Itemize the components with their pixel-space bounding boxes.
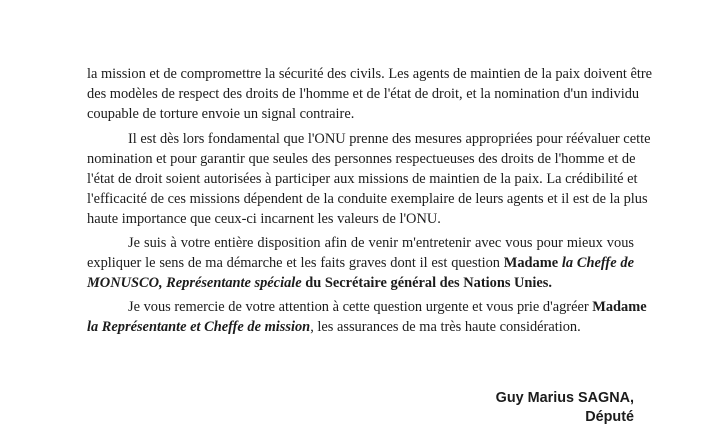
para1-line1: la mission et de compromettre la sécurité des civils. Les agents de maintien de la paix doivent être [87, 66, 653, 82]
para2-line5: haute importance que ceux-ci incarnent les valeurs de l'ONU. [87, 211, 441, 227]
para3-line3-bold-plain: du [301, 275, 325, 291]
para3-line3-bold-end: Secrétaire général des Nations Unies. [324, 275, 553, 291]
para4-line1 [128, 297, 647, 317]
para3-line3-bold-italic: MONUSCO, Représentante spéciale [87, 275, 302, 291]
signature-name: Guy Marius SAGNA, [495, 390, 634, 406]
para3-line2-bold: Madame [503, 255, 562, 271]
para1-line3: coupable de torture envoie un signal contraire. [87, 106, 355, 122]
para4-line2 [87, 317, 634, 337]
para2-line2: nomination et pour garantir que seules des personnes respectueuses des droits de l'homme et de [87, 151, 636, 167]
para3-line3 [87, 273, 634, 293]
para4-line2-bold-italic: la Représentante et Cheffe de mission [87, 319, 311, 335]
para3-line1: Je suis à votre entière disposition afin de venir m'entretenir avec vous pour mieux vous [128, 235, 634, 251]
para2-line3: l'état de droit soient autorisées à participer aux missions de maintien de la paix. La crédibilité et [87, 171, 638, 187]
para3-line2-plain: expliquer le sens de ma démarche et les faits graves dont il est question [87, 255, 504, 271]
para3-line2 [87, 253, 634, 273]
para2-line1: Il est dès lors fondamental que l'ONU prenne des mesures appropriées pour réévaluer cette [128, 131, 651, 147]
para1-line2: des modèles de respect des droits de l'homme et de l'état de droit, et la nomination d'un individu [87, 86, 640, 102]
para3-line2-bold-italic: la Cheffe de [561, 255, 634, 271]
para2-line4: l'efficacité de ces missions dépendent de la conduite exemplaire de leurs agents et il est de la plus [87, 191, 648, 207]
para4-line1-plain: Je vous remercie de votre attention à cette question urgente et vous prie d'agréer [128, 299, 593, 315]
para4-line1-bold: Madame [592, 299, 647, 315]
para4-line2-plain: , les assurances de ma très haute considération. [310, 319, 581, 335]
signature-title: Député [585, 409, 634, 425]
